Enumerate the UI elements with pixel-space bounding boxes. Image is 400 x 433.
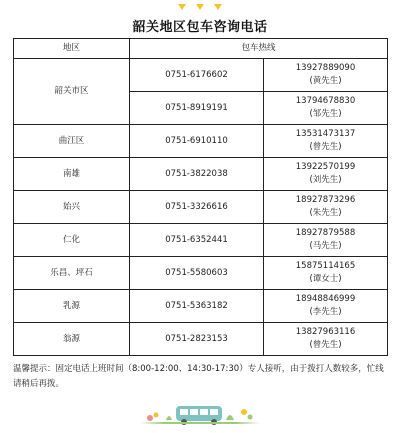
contact-person: (刘先生) — [309, 175, 342, 185]
contact-person: (曾先生) — [309, 340, 342, 350]
mobile-number: 15875114165 — [295, 261, 356, 271]
reminder-note: 温馨提示：固定电话上班时间（8:00-12:00、14:30-17:30）专人接听，由于拨打人数较多，忙线请稍后再拨。 — [13, 364, 384, 389]
contact-person: (李先生) — [309, 307, 342, 317]
table-row — [14, 257, 388, 290]
mobile-cell — [264, 191, 388, 224]
mobile-number: 13922570199 — [295, 162, 356, 172]
region-cell: 翁源 — [14, 323, 130, 356]
landline-cell: 0751-3326616 — [130, 191, 264, 224]
contacts-table — [13, 38, 388, 356]
region-cell: 始兴 — [14, 191, 130, 224]
table-header-row — [14, 39, 388, 59]
region-cell: 南雄 — [14, 158, 130, 191]
landline-cell: 0751-2823153 — [130, 323, 264, 356]
triangle-icon — [196, 4, 204, 10]
table-row — [14, 290, 388, 323]
mobile-number: 13531473137 — [295, 129, 356, 139]
page-title: 韶关地区包车咨询电话 — [132, 20, 268, 35]
table-row — [14, 125, 388, 158]
header-region: 地区 — [14, 39, 130, 59]
mobile-number: 13827963116 — [295, 327, 356, 337]
table-row — [14, 224, 388, 257]
mobile-number: 18927879588 — [295, 228, 356, 238]
region-cell: 乳源 — [14, 290, 130, 323]
landline-cell: 0751-3822038 — [130, 158, 264, 191]
region-cell: 乐昌、坪石 — [14, 257, 130, 290]
mobile-number: 18927873296 — [295, 195, 356, 205]
table-row — [14, 59, 388, 92]
landline-cell: 0751-6176602 — [130, 59, 264, 92]
contact-person: (朱先生) — [309, 208, 342, 218]
region-cell: 仁化 — [14, 224, 130, 257]
header-hotline: 包车热线 — [130, 39, 388, 59]
region-cell: 韶关市区 — [14, 59, 130, 125]
landline-cell: 0751-6910110 — [130, 125, 264, 158]
landline-cell: 0751-8919191 — [130, 92, 264, 125]
contact-person: (曾先生) — [309, 142, 342, 152]
mobile-cell — [264, 125, 388, 158]
bus-illustration — [140, 398, 260, 430]
contact-person: (黄先生) — [309, 76, 342, 86]
landline-cell: 0751-5363182 — [130, 290, 264, 323]
ground-line — [140, 422, 260, 424]
mobile-cell — [264, 290, 388, 323]
mobile-number: 13927889090 — [295, 63, 356, 73]
table-row — [14, 323, 388, 356]
mobile-number: 13794678830 — [295, 96, 356, 106]
bus-icon — [140, 398, 260, 430]
mobile-cell — [264, 158, 388, 191]
contact-person: (马先生) — [309, 241, 342, 251]
region-cell: 曲江区 — [14, 125, 130, 158]
mobile-number: 18948846999 — [295, 294, 356, 304]
triangle-icon — [178, 4, 186, 10]
mobile-cell — [264, 92, 388, 125]
triangle-icon — [214, 4, 222, 10]
mobile-cell — [264, 257, 388, 290]
mobile-cell — [264, 323, 388, 356]
landline-cell: 0751-5580603 — [130, 257, 264, 290]
mobile-cell — [264, 59, 388, 92]
contact-person: (谭女士) — [309, 274, 342, 284]
landline-cell: 0751-6352441 — [130, 224, 264, 257]
table-row — [14, 191, 388, 224]
contact-person: (邹先生) — [309, 109, 342, 119]
decorative-triangles — [170, 2, 230, 12]
table-row — [14, 158, 388, 191]
mobile-cell — [264, 224, 388, 257]
